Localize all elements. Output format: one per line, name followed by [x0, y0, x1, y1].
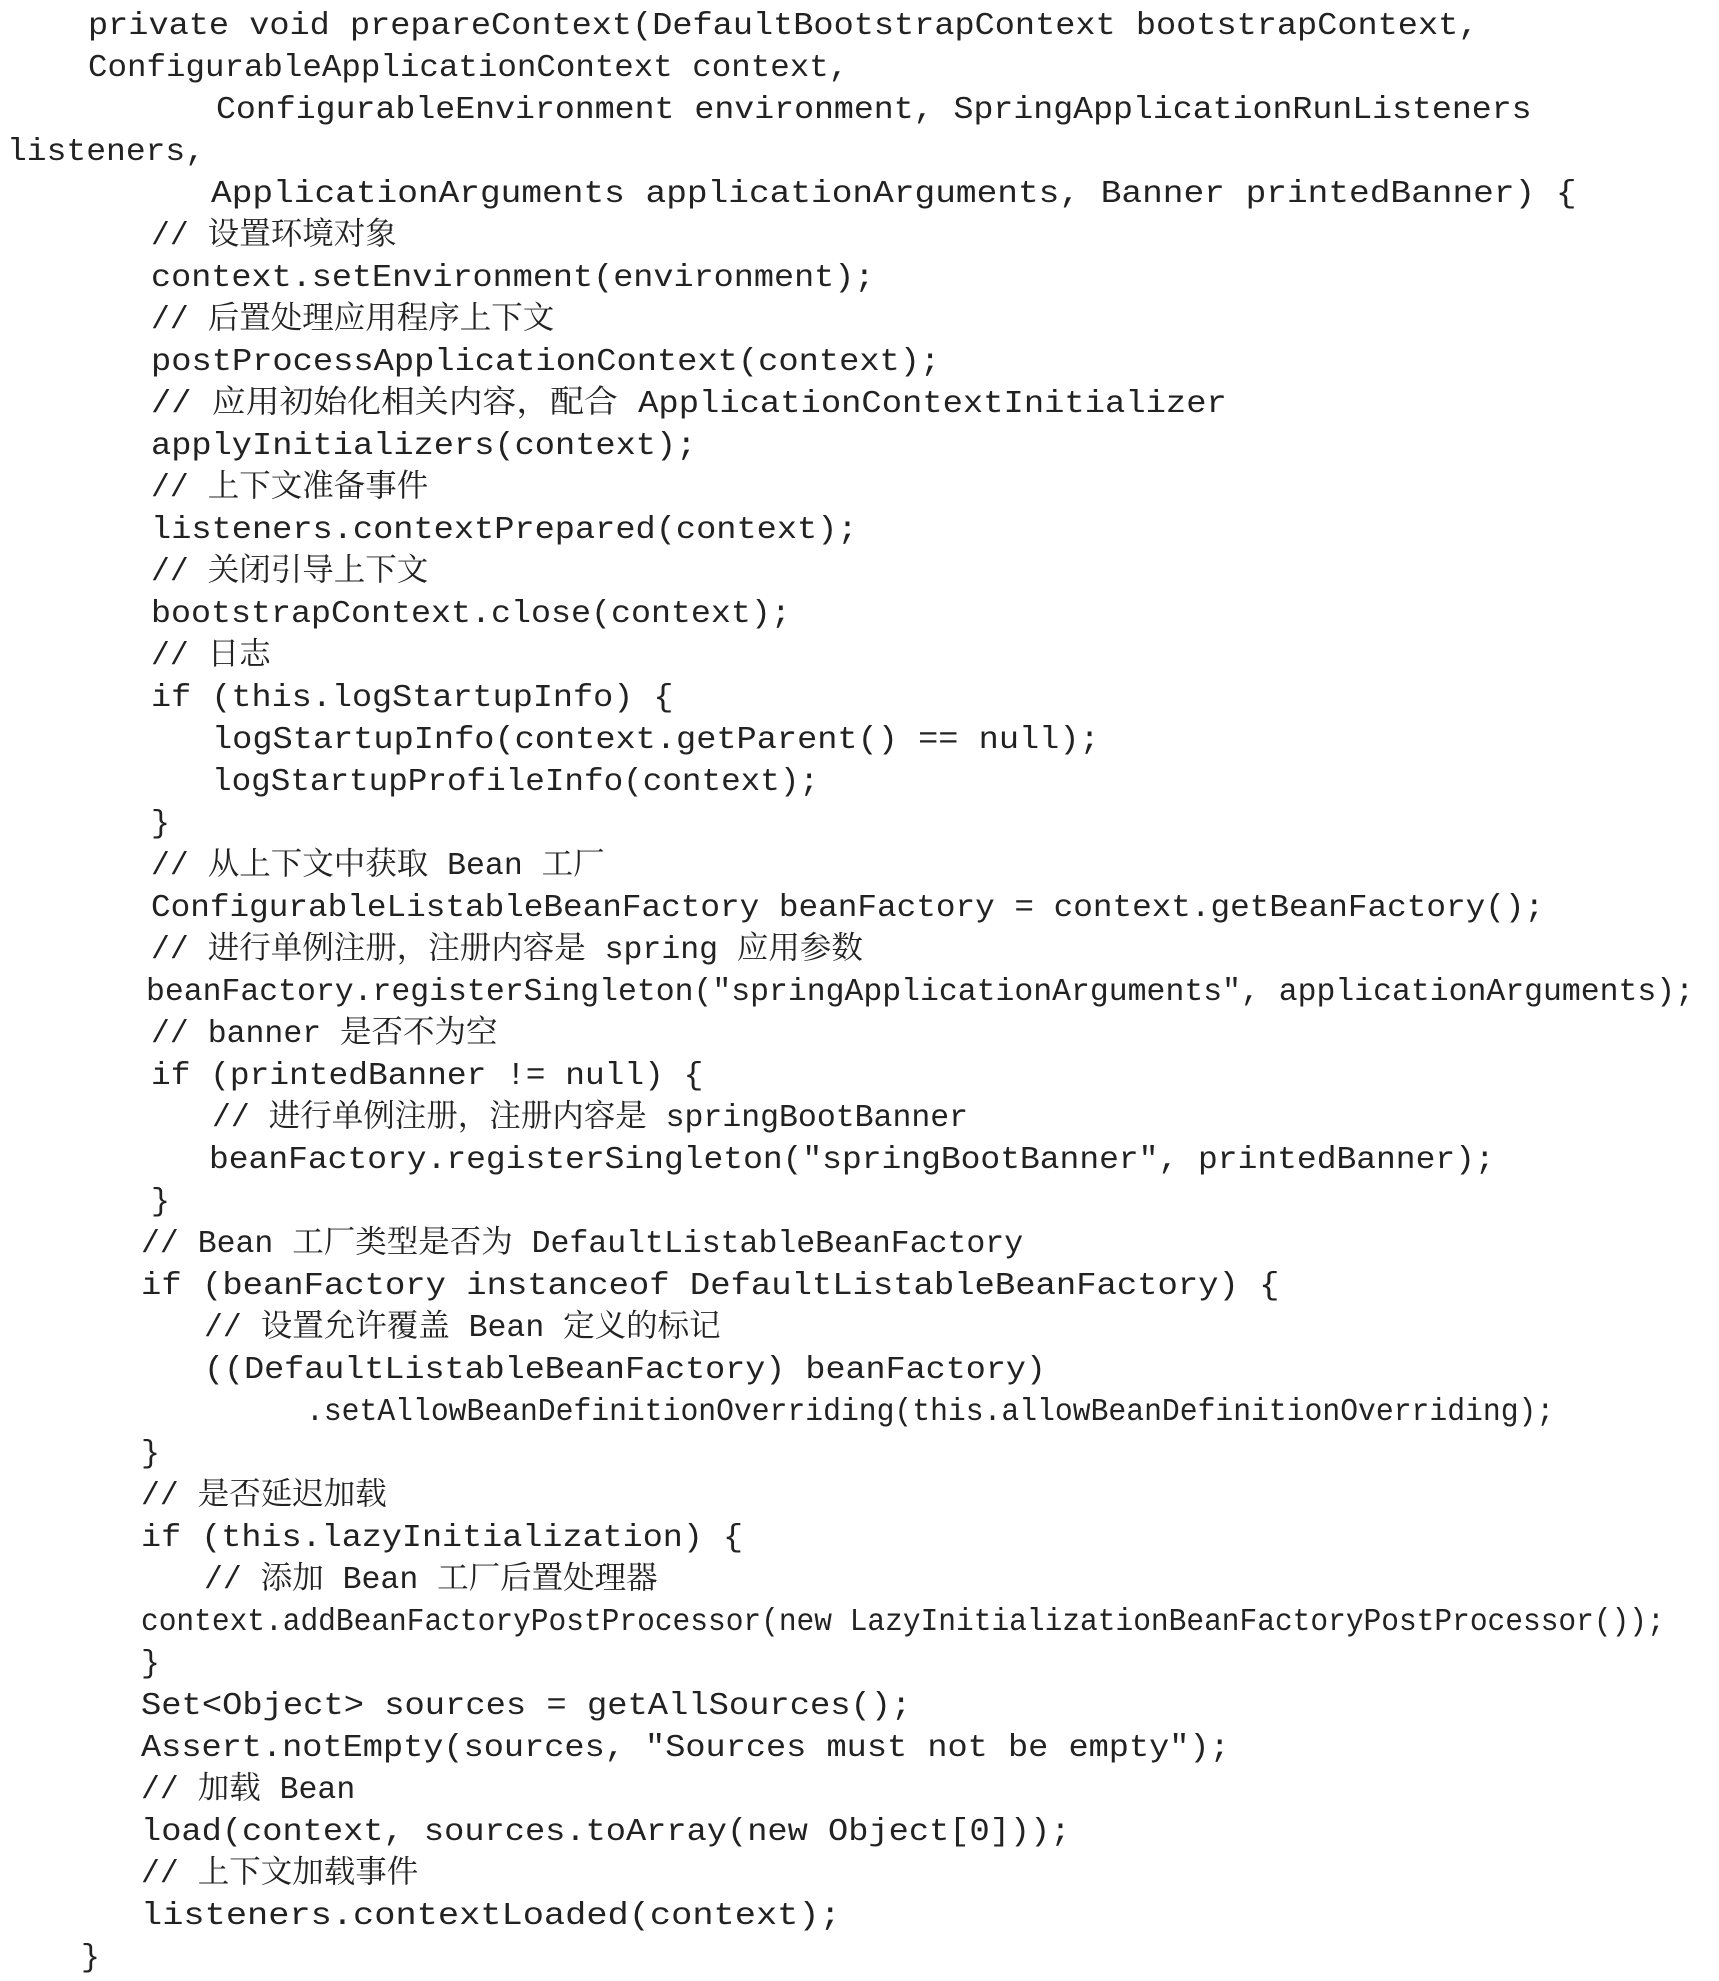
code-line: Set<Object> sources = getAllSources();	[141, 1689, 912, 1724]
code-line: // Bean 工厂类型是否为 DefaultListableBeanFactory	[141, 1227, 1024, 1262]
code-line: // 应用初始化相关内容，配合 ApplicationContextInitializer	[151, 387, 1227, 422]
code-line: // 添加 Bean 工厂后置处理器	[204, 1563, 658, 1598]
code-line: }	[151, 807, 170, 842]
code-line: context.setEnvironment(environment);	[151, 261, 875, 296]
code-line: }	[81, 1941, 100, 1976]
code-line: beanFactory.registerSingleton("springBootBanner", printedBanner);	[209, 1143, 1495, 1178]
code-line: private void prepareContext(DefaultBootstrapContext bootstrapContext,	[88, 9, 1479, 44]
code-line: load(context, sources.toArray(new Object[0]));	[141, 1815, 1071, 1850]
code-line: bootstrapContext.close(context);	[151, 597, 791, 632]
code-line: // 上下文准备事件	[151, 471, 429, 506]
code-line: listeners,	[7, 135, 206, 170]
code-line: }	[141, 1437, 160, 1472]
code-line: postProcessApplicationContext(context);	[151, 345, 941, 380]
code-line: applyInitializers(context);	[151, 429, 697, 464]
code-line: if (this.lazyInitialization) {	[141, 1521, 744, 1556]
code-line: if (this.logStartupInfo) {	[151, 681, 674, 716]
code-line: // 进行单例注册，注册内容是 spring 应用参数	[151, 933, 863, 968]
code-line: listeners.contextLoaded(context);	[141, 1899, 841, 1934]
code-line: ConfigurableApplicationContext context,	[88, 51, 849, 86]
code-line: ((DefaultListableBeanFactory) beanFactory)	[204, 1353, 1046, 1388]
code-line: ConfigurableListableBeanFactory beanFactory = context.getBeanFactory();	[151, 891, 1545, 926]
code-line: // 从上下文中获取 Bean 工厂	[151, 849, 605, 884]
code-line: beanFactory.registerSingleton("springApplicationArguments", applicationArguments);	[146, 975, 1695, 1010]
code-line: .setAllowBeanDefinitionOverriding(this.allowBeanDefinitionOverriding);	[306, 1395, 1555, 1430]
code-line: logStartupProfileInfo(context);	[212, 765, 819, 800]
code-line: listeners.contextPrepared(context);	[151, 513, 858, 548]
code-line: // 设置允许覆盖 Bean 定义的标记	[204, 1311, 721, 1346]
code-line: ApplicationArguments applicationArguments, Banner printedBanner) {	[211, 177, 1577, 212]
code-line: context.addBeanFactoryPostProcessor(new LazyInitializationBeanFactoryPostProcessor());	[141, 1605, 1665, 1640]
code-line: Assert.notEmpty(sources, "Sources must not be empty");	[141, 1731, 1230, 1766]
code-line: // banner 是否不为空	[151, 1017, 498, 1052]
code-line: if (printedBanner != null) {	[151, 1059, 704, 1094]
code-line: ConfigurableEnvironment environment, SpringApplicationRunListeners	[216, 93, 1532, 128]
code-line: if (beanFactory instanceof DefaultListableBeanFactory) {	[141, 1269, 1280, 1304]
code-line: }	[141, 1647, 160, 1682]
code-line: // 上下文加载事件	[141, 1857, 419, 1892]
code-line: // 日志	[151, 639, 271, 674]
code-line: logStartupInfo(context.getParent() == null);	[212, 723, 1100, 758]
code-line: // 设置环境对象	[151, 219, 397, 254]
code-line: // 关闭引导上下文	[151, 555, 429, 590]
code-line: // 加载 Bean	[141, 1773, 356, 1808]
code-line: // 进行单例注册，注册内容是 springBootBanner	[212, 1101, 969, 1136]
code-line: // 后置处理应用程序上下文	[151, 303, 555, 338]
code-line: }	[151, 1185, 170, 1220]
code-line: // 是否延迟加载	[141, 1479, 387, 1514]
